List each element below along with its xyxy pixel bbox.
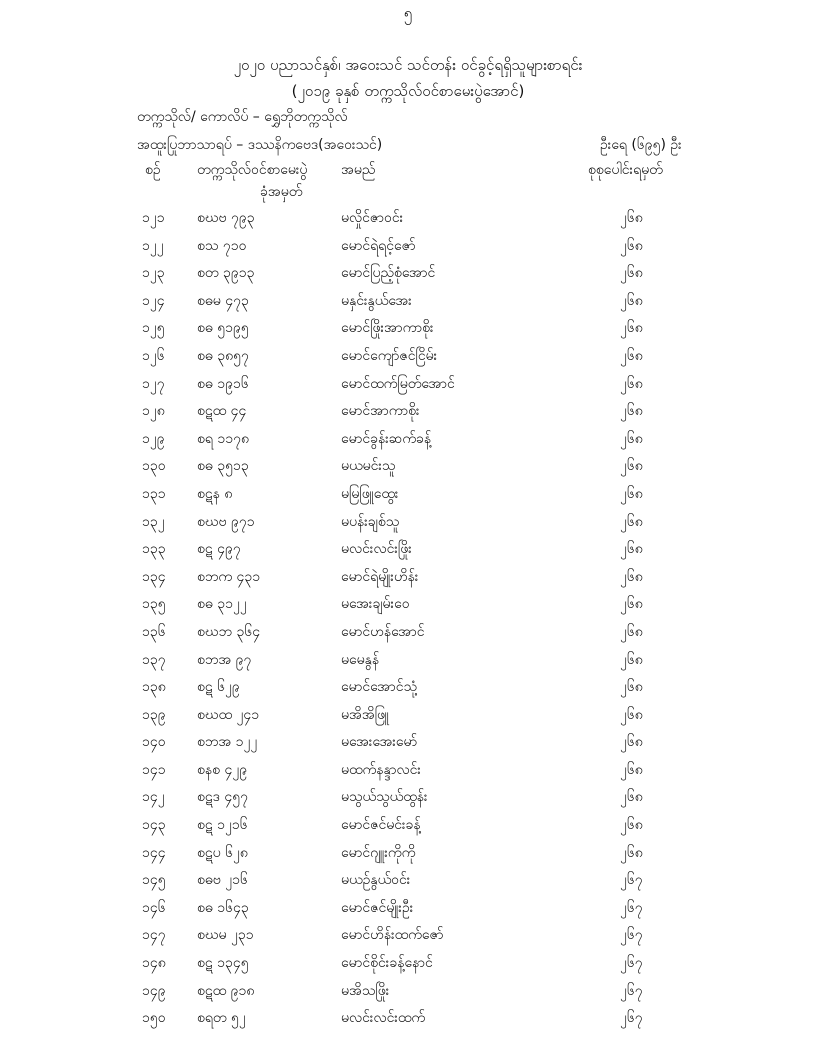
- roll-number: စဘအ ၁၂၂: [197, 734, 258, 751]
- row-number: ၁၃၄: [142, 568, 166, 585]
- student-name: မမေနွန်: [341, 651, 380, 668]
- roll-number: စရ ၁၁၇၈: [197, 430, 249, 447]
- table-row: [0, 919, 816, 947]
- roll-number: စနစ ၄၂၉: [197, 761, 248, 778]
- student-name: မောင်ဟိန်းထက်ဇော်: [341, 927, 444, 944]
- total-score: ၂၆၈: [620, 761, 643, 778]
- table-row: [0, 506, 816, 534]
- table-row: [0, 533, 816, 561]
- total-score: ၂၆၇: [620, 982, 643, 999]
- total-score: ၂၆၈: [620, 541, 643, 558]
- row-number: ၁၃၇: [142, 651, 166, 668]
- roll-number: စဓ ၁၉၁၆: [197, 375, 249, 392]
- table-row: [0, 809, 816, 837]
- roll-number: စဓ ၃၅၁၃: [197, 458, 249, 475]
- student-name: မသွယ်သွယ်ထွန်း: [341, 789, 428, 806]
- header-name: အမည်: [341, 162, 376, 178]
- roll-number: စဋန ၈: [197, 485, 233, 502]
- student-name: မအေးအေးမော်: [341, 734, 418, 751]
- total-score: ၂၆၈: [620, 403, 643, 420]
- row-number: ၁၃၆: [142, 623, 166, 640]
- table-row: [0, 257, 816, 285]
- table-row: [0, 340, 816, 368]
- student-name: မလှိုင်ဇာဝင်း: [341, 210, 404, 226]
- table-row: [0, 230, 816, 258]
- table-row: [0, 837, 816, 865]
- total-score: ၂၆၈: [620, 375, 643, 392]
- total-score: ၂၆၇: [620, 955, 643, 972]
- student-name: မယဉ်နွယ်ဝင်း: [341, 872, 411, 889]
- student-name: မောင်ပြည့်စုံအောင်: [341, 265, 436, 282]
- roll-number: စဓဗ ၂၁၆: [197, 872, 248, 889]
- row-number: ၁၅၀: [142, 1010, 166, 1027]
- row-number: ၁၂၉: [142, 430, 165, 447]
- row-number: ၁၃၁: [142, 485, 166, 502]
- roll-number: စဋထ ၄၄: [197, 403, 247, 420]
- total-score: ၂၆၈: [620, 513, 643, 530]
- student-name: မောင်စိုင်းခန့်နောင်: [341, 955, 433, 972]
- row-number: ၁၄၅: [142, 872, 166, 889]
- total-score: ၂၆၈: [620, 623, 643, 640]
- student-name: မအိသဖြိုး: [341, 982, 390, 999]
- total-score: ၂၆၈: [620, 789, 643, 806]
- total-score: ၂၆၈: [620, 651, 643, 668]
- row-number: ၁၄၉: [142, 982, 166, 999]
- student-name: မောင်အောင်သုံ့: [341, 679, 418, 696]
- row-number: ၁၂၄: [142, 292, 165, 309]
- roll-number: စဋဒ ၄၅၇: [197, 789, 249, 806]
- table-row: [0, 368, 816, 396]
- roll-number: စဓ ၁၆၄၃: [197, 899, 249, 916]
- roll-number: စဓ ၅၁၉၅: [197, 320, 249, 337]
- row-number: ၁၄၄: [142, 844, 166, 861]
- row-number: ၁၂၇: [142, 375, 165, 392]
- student-name: မောင်ခွန်းဆက်ခန့်: [341, 430, 432, 447]
- header-roll-line2: ခုံအမှတ်: [260, 184, 303, 200]
- row-number: ၁၃၉: [142, 706, 166, 723]
- table-row: [0, 699, 816, 727]
- table-row: [0, 644, 816, 672]
- table-row: [0, 285, 816, 313]
- roll-number: စဋ ၁၃၄၅: [197, 955, 249, 972]
- row-number: ၁၃၅: [142, 596, 166, 613]
- roll-number: စရတ ၅၂: [197, 1010, 246, 1027]
- row-number: ၁၄၁: [142, 761, 166, 778]
- roll-number: စဃမ ၂၃၁: [197, 927, 254, 944]
- header-score: စုစုပေါင်းရမှတ်: [588, 162, 663, 178]
- roll-number: စဋ ၄၉၇: [197, 541, 241, 558]
- row-number: ၁၄၈: [142, 955, 166, 972]
- total-score: ၂၆၈: [620, 430, 643, 447]
- total-score: ၂၆၈: [620, 568, 643, 585]
- subject-label: အထူးပြုဘာသာရပ် – ဒဿနိကဗေဒ(အဝေးသင်): [137, 137, 383, 153]
- roll-number: စဃဗ ၉၇၁: [197, 513, 255, 530]
- student-name: မောင်ဟန်အောင်: [341, 623, 425, 640]
- total-score: ၂၆၈: [620, 320, 643, 337]
- table-row: [0, 754, 816, 782]
- student-name: မယမင်းသူ: [341, 458, 396, 475]
- roll-number: စဃဗ ၇၉၃: [197, 210, 255, 226]
- row-number: ၁၃၈: [142, 679, 166, 696]
- roll-number: စဋပ ၆၂၈: [197, 844, 248, 861]
- header-roll-line1: တက္ကသိုလ်ဝင်စာမေးပွဲ: [197, 162, 308, 178]
- row-number: ၁၂၅: [142, 320, 165, 337]
- total-count-label: ဦးရေ (၆၉၅) ဦး: [600, 137, 682, 153]
- total-score: ၂၆၇: [620, 872, 643, 889]
- roll-number: စဃဘ ၃၆၄: [197, 623, 261, 640]
- row-number: ၁၄၇: [142, 927, 166, 944]
- student-name: မောင်ဂျူးကိုကို: [341, 844, 416, 861]
- student-name: မောင်ဇင်မျိုးဦး: [341, 899, 414, 916]
- student-name: မအေးချမ်းဝေ: [341, 596, 410, 613]
- roll-number: စဋထ ၉၁၈: [197, 982, 255, 999]
- student-name: မောင်ဖြိုးအာကာစိုး: [341, 320, 434, 337]
- row-number: ၁၃၂: [142, 513, 165, 530]
- table-row: [0, 312, 816, 340]
- student-name: မလင်းလင်းထက်: [341, 1010, 426, 1027]
- total-score: ၂၆၈: [620, 485, 643, 502]
- total-score: ၂၆၇: [620, 927, 643, 944]
- student-name: မောင်ရဲမျိုးဟိန်း: [341, 568, 419, 585]
- row-number: ၁၄၂: [142, 789, 165, 806]
- table-row: [0, 975, 816, 1003]
- roll-number: စဋ ၆၂၉: [197, 679, 240, 696]
- total-score: ၂၆၈: [620, 679, 643, 696]
- student-name: မနှင်းနွယ်အေး: [341, 292, 412, 309]
- total-score: ၂၆၇: [620, 1010, 643, 1027]
- table-row: [0, 671, 816, 699]
- row-number: ၁၂၈: [142, 403, 165, 420]
- row-number: ၁၂၂: [142, 237, 164, 254]
- total-score: ၂၆၈: [620, 265, 643, 282]
- roll-number: စတ ၃၉၁၃: [197, 265, 255, 282]
- table-row: [0, 1002, 816, 1030]
- results-table: [0, 202, 816, 1030]
- table-row: [0, 892, 816, 920]
- student-name: မောင်အာကာစိုး: [341, 403, 420, 420]
- total-score: ၂၆၈: [620, 706, 643, 723]
- header-no: စဉ်: [145, 162, 161, 178]
- total-score: ၂၆၈: [620, 237, 643, 254]
- row-number: ၁၄၀: [142, 734, 166, 751]
- row-number: ၁၂၃: [142, 265, 165, 282]
- table-row: [0, 561, 816, 589]
- roll-number: စဋ ၁၂၁၆: [197, 817, 248, 834]
- student-name: မောင်ဇင်မင်းခန့်: [341, 817, 421, 834]
- table-row: [0, 588, 816, 616]
- student-name: မထက်နန္ဒာလင်း: [341, 761, 421, 778]
- total-score: ၂၆၈: [620, 292, 643, 309]
- total-score: ၂၆၈: [620, 596, 643, 613]
- roll-number: စဃထ ၂၄၁: [197, 706, 260, 723]
- student-name: မောင်ကျော်ဇင်ငြိမ်း: [341, 347, 438, 364]
- roll-number: စဓ ၃၁၂၂: [197, 596, 247, 613]
- total-score: ၂၆၈: [620, 347, 643, 364]
- row-number: ၁၃၃: [142, 541, 166, 558]
- student-name: မပန်းချစ်သူ: [341, 513, 400, 530]
- roll-number: စဓ ၃၈၅၇: [197, 347, 249, 364]
- roll-number: စသ ၇၁၀: [197, 237, 247, 254]
- roll-number: စဓမ ၄၇၃: [197, 292, 249, 309]
- total-score: ၂၆၈: [620, 817, 643, 834]
- total-score: ၂၆၈: [620, 210, 643, 226]
- row-number: ၁၂၁: [142, 210, 165, 226]
- roll-number: စဘက ၄၃၁: [197, 568, 261, 585]
- student-name: မအိအိဖြူ: [341, 706, 390, 723]
- total-score: ၂၆၇: [620, 899, 643, 916]
- row-number: ၁၂၆: [142, 347, 165, 364]
- page-number: ၅: [403, 4, 413, 22]
- roll-number: စဘအ ၉၇: [197, 651, 252, 668]
- total-score: ၂၆၈: [620, 458, 643, 475]
- student-name: မောင်ရဲရင့်ဇော်: [341, 237, 416, 254]
- table-row: [0, 423, 816, 451]
- table-row: [0, 395, 816, 423]
- table-row: [0, 726, 816, 754]
- document-subtitle: (၂၀၁၉ ခုနှစ် တက္ကသိုလ်ဝင်စာမေးပွဲအောင်): [291, 82, 525, 100]
- table-row: [0, 478, 816, 506]
- student-name: မောင်ထက်မြတ်အောင်: [341, 375, 455, 392]
- total-score: ၂၆၈: [620, 844, 643, 861]
- table-row: [0, 864, 816, 892]
- student-name: မလင်းလင်းဖြိုး: [341, 541, 412, 558]
- table-row: [0, 616, 816, 644]
- table-row: [0, 947, 816, 975]
- row-number: ၁၄၃: [142, 817, 166, 834]
- university-label: တက္ကသိုလ်/ ကောလိပ် – ရွှေဘိုတက္ကသိုလ်: [137, 109, 348, 125]
- student-name: မမြဖြူထွေး: [341, 485, 399, 502]
- table-row: [0, 781, 816, 809]
- row-number: ၁၃၀: [142, 458, 166, 475]
- total-score: ၂၆၈: [620, 734, 643, 751]
- table-row: [0, 202, 816, 230]
- row-number: ၁၄၆: [142, 899, 166, 916]
- table-row: [0, 450, 816, 478]
- document-title: ၂၀၂၀ ပညာသင်နှစ်၊ အဝေးသင် သင်တန်း ဝင်ခွင့်ရရှိသူများစာရင်း: [233, 56, 583, 74]
